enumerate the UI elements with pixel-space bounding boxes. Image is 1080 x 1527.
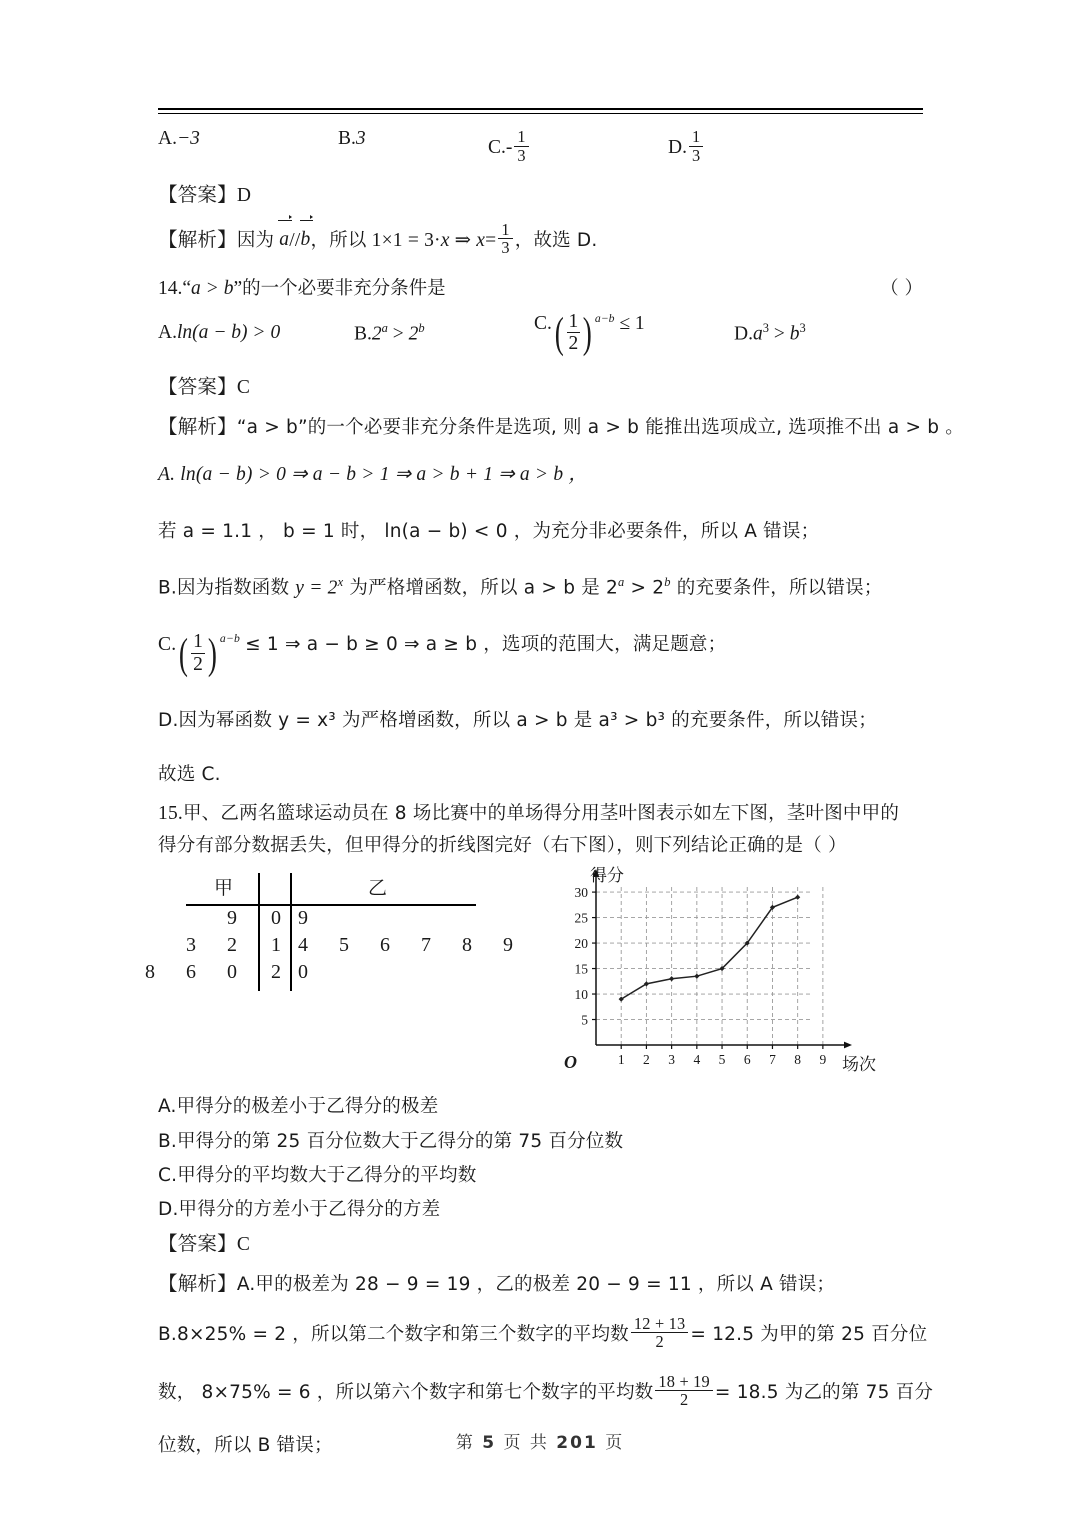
footer-prefix: 第	[455, 1433, 475, 1453]
q14-option-b[interactable]: $B.2^a > 2^b$	[354, 320, 425, 345]
stemleaf-left-leaves: 3 2	[186, 934, 250, 957]
stem-and-leaf-plot	[145, 871, 526, 1006]
fraction: $\frac{1}{3}$	[514, 128, 528, 164]
x-axis-arrow	[844, 1042, 852, 1049]
stemleaf-stem: 1	[271, 934, 281, 957]
chart-origin-label: O	[564, 1052, 577, 1073]
q15-solution-b2: 数， 8×75% = 6 ，所以第六个数字和第七个数字的平均数 $\frac{18 + 19}{2}$ = 18.5 为乙的第 75 百分	[158, 1371, 934, 1410]
x-tick-label: 7	[769, 1052, 776, 1068]
q14-stem-row	[158, 274, 923, 300]
q14-solution-intro: 【解析】“a > b”的一个必要非充分条件是选项, 则 a > b 能推出选项成立, 选项推不出 a > b 。	[158, 415, 964, 439]
q14-option-a[interactable]: A.ln(a − b) > 0	[158, 321, 281, 343]
stemleaf-right-leaves: 4 5 6 7 8 9	[298, 934, 526, 957]
q13-option-b[interactable]: B.3	[338, 128, 366, 149]
x-tick-label: 2	[643, 1052, 650, 1068]
q14-solution-b: B.因为指数函数 $y = 2^x$ 为严格增函数，所以 a > b 是 $2^a > 2^b$ 的充要条件，所以错误；	[158, 574, 883, 599]
q13-options-row	[158, 128, 923, 164]
q14-answer-line: 【答案】C	[158, 374, 251, 398]
stemleaf-left-leaves: 9	[227, 907, 250, 930]
fraction: $\frac{12 + 13}{2}$	[631, 1315, 689, 1351]
x-tick-label: 4	[693, 1052, 701, 1068]
stemleaf-stem: 0	[271, 907, 281, 930]
stemleaf-top-rule	[186, 904, 476, 906]
series-marker	[795, 895, 800, 900]
stemleaf-row	[186, 907, 486, 934]
x-tick-label: 3	[668, 1052, 675, 1068]
q15-option-d[interactable]: D.甲得分的方差小于乙得分的方差	[158, 1199, 441, 1221]
chart-y-axis-title: 得分	[590, 866, 624, 887]
q14-solution-a2: 若 a = 1.1 ， b = 1 时， ln(a − b) < 0 ，为充分非必要条件，所以 A 错误；	[158, 520, 820, 542]
q14-option-d[interactable]: $D.a^3 > b^3$	[734, 320, 806, 345]
series-marker	[694, 974, 699, 979]
q13-option-c[interactable]: C.- $\frac{1}{3}$	[488, 128, 668, 164]
y-tick-label: 25	[574, 910, 588, 926]
q15-solution-a: 【解析】A.甲的极差为 28 − 9 = 19 ，乙的极差 20 − 9 = 11 ，所以 A 错误；	[158, 1272, 836, 1296]
power-fraction: ( $\frac{1}{2}$ ) $^{a-b}$	[554, 308, 615, 357]
header-double-rule	[158, 108, 923, 114]
q15-solution-b1: B.8×25% = 2 ，所以第二个数字和第三个数字的平均数 $\frac{12 + 13}{2}$ = 12.5 为甲的第 25 百分位	[158, 1313, 928, 1352]
q15-answer-line: 【答案】C	[158, 1232, 251, 1256]
y-tick-label: 20	[574, 936, 588, 952]
q13-option-d[interactable]: D. $\frac{1}{3}$	[668, 128, 705, 164]
stemleaf-right-leaves: 0	[298, 961, 321, 984]
chart-y-tick-labels	[575, 885, 589, 1027]
stemleaf-right-leaves: 9	[298, 907, 321, 930]
x-tick-label: 1	[617, 1052, 625, 1068]
q15-option-a[interactable]: A.甲得分的极差小于乙得分的极差	[158, 1096, 439, 1118]
x-tick-label: 5	[718, 1052, 726, 1068]
stemleaf-title-right: 乙	[368, 877, 388, 900]
stemleaf-left-leaves: 8 6 0	[145, 961, 250, 984]
chart-svg	[550, 865, 880, 1077]
q14-stem: 14.“a > b”的一个必要非充分条件是	[158, 277, 446, 299]
footer-suffix: 页	[605, 1433, 625, 1453]
q14-solution-c: C.( $\frac{1}{2}$ ) $^{a-b}$ ≤ 1 ⇒ a − b ≥ 0 ⇒ a ≥ b ，选项的范围大，满足题意；	[158, 629, 727, 678]
y-tick-label: 10	[574, 987, 588, 1003]
stemleaf-rows	[145, 907, 526, 988]
q14-options-row	[158, 310, 923, 356]
chart-x-tick-labels	[618, 1052, 827, 1067]
series-marker	[669, 977, 674, 982]
stemleaf-title-left: 甲	[214, 877, 234, 900]
q15-stem-line2: 得分有部分数据丢失，但甲得分的折线图完好（右下图），则下列结论正确的是（ ）	[158, 835, 847, 857]
footer-mid: 页 共	[503, 1433, 549, 1453]
y-tick-label: 15	[574, 961, 588, 977]
q13-solution-line: 【解析】因为 a//b，所以 1×1 = 3·x ⇒ x= $\frac{1}{3}$ ，故选 D.	[158, 219, 598, 258]
q14-answer-brackets[interactable]: （ ）	[880, 277, 923, 299]
vector-a: a	[279, 225, 289, 255]
fraction: $\frac{1}{3}$	[689, 128, 703, 164]
footer-page-number: 5	[482, 1433, 497, 1453]
q14-solution-final: 故选 C.	[158, 763, 221, 785]
y-tick-label: 30	[574, 885, 588, 901]
chart-series	[619, 895, 801, 1002]
x-tick-label: 9	[819, 1052, 827, 1068]
chart-gridlines	[596, 887, 823, 1045]
fraction: $\frac{18 + 19}{2}$	[655, 1373, 713, 1409]
y-tick-label: 5	[581, 1012, 588, 1028]
x-tick-label: 6	[743, 1052, 751, 1068]
q13-option-a[interactable]: A.−3	[158, 128, 200, 149]
stemleaf-header	[186, 871, 506, 907]
q15-solution-b3: 位数，所以 B 错误；	[158, 1434, 333, 1456]
q15-option-c[interactable]: C.甲得分的平均数大于乙得分的平均数	[158, 1164, 477, 1186]
score-line-chart	[550, 865, 880, 1077]
stemleaf-stem: 2	[271, 961, 281, 984]
vector-b: b	[301, 225, 311, 255]
stemleaf-row	[186, 934, 526, 961]
stemleaf-row	[145, 961, 486, 988]
q15-option-b[interactable]: B.甲得分的第 25 百分位数大于乙得分的第 75 百分位数	[158, 1130, 624, 1152]
fraction: $\frac{1}{3}$	[498, 221, 512, 257]
page-content	[145, 108, 964, 1470]
x-tick-label: 8	[794, 1052, 802, 1068]
chart-x-axis-title: 场次	[842, 1055, 876, 1076]
footer-total-pages: 201	[556, 1433, 598, 1453]
q14-solution-d: D.因为幂函数 y = x³ 为严格增函数，所以 a > b 是 a³ > b³ 的充要条件，所以错误；	[158, 709, 877, 731]
q15-figures	[145, 866, 923, 1086]
power-fraction: ( $\frac{1}{2}$ ) $^{a-b}$	[179, 629, 241, 678]
page-footer	[0, 1428, 1080, 1453]
q13-answer-line: 【答案】D	[158, 183, 252, 207]
q15-stem-line1: 15.甲、乙两名篮球运动员在 8 场比赛中的单场得分用茎叶图表示如左下图，茎叶图中甲的	[158, 802, 900, 824]
q14-solution-a1: A. ln(a − b) > 0 ⇒ a − b > 1 ⇒ a > b + 1 ⇒ a > b ，	[158, 464, 589, 486]
q14-option-c[interactable]: C.( $\frac{1}{2}$ ) $^{a-b}$ ≤ 1	[534, 308, 645, 357]
